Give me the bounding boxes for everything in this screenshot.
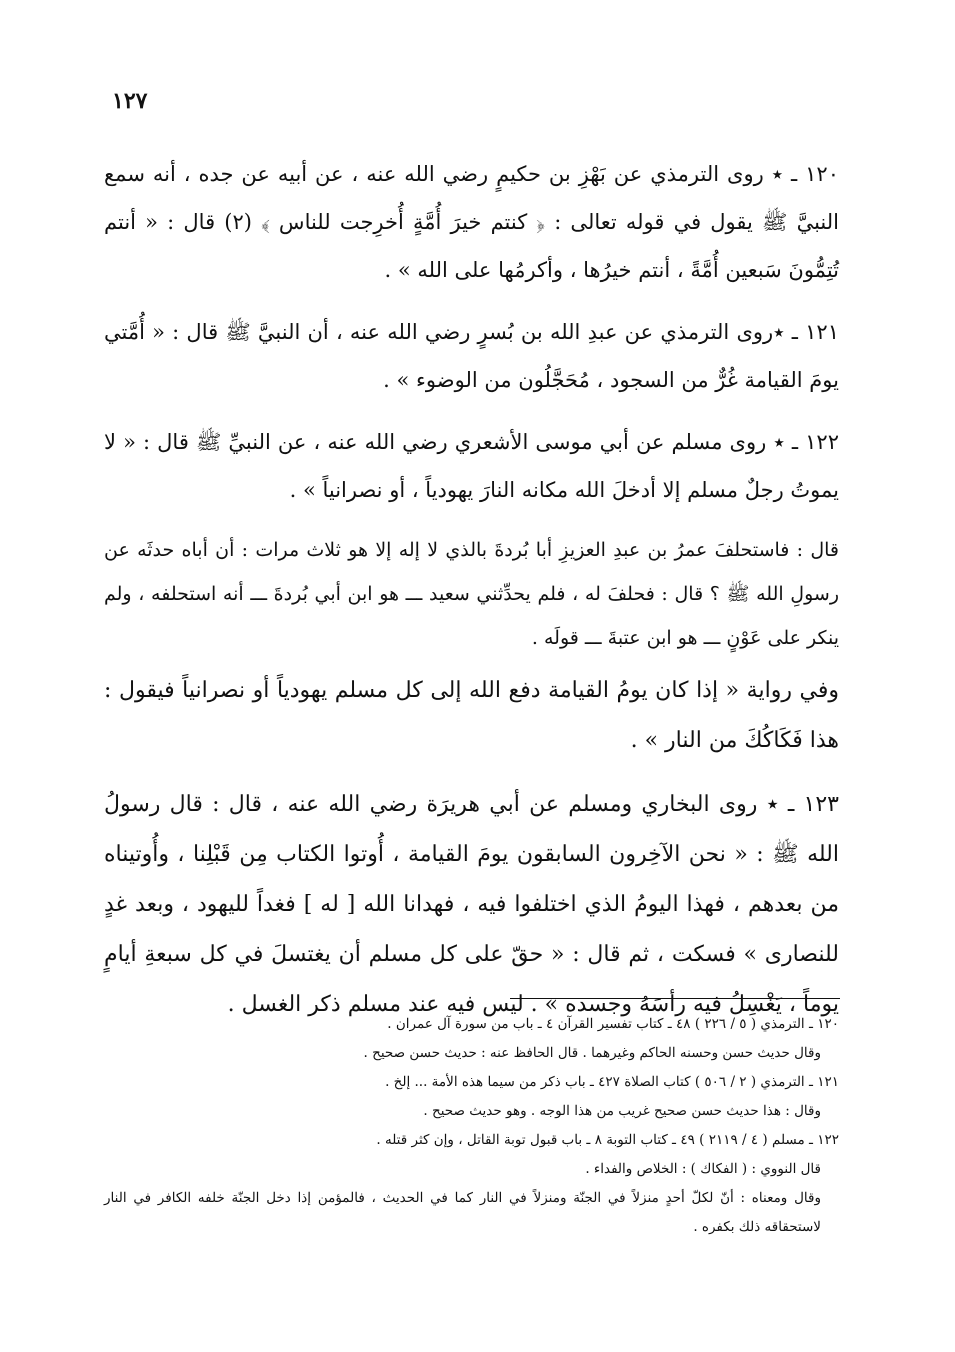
hadith-121: ١٢١ ـ ٭روى الترمذي عن عبدِ الله بن بُسرٍ رضي الله عنه ، أن النبيَّ ﷺ قال : « أُمَّتي يومَ القيامة غُرٌّ من السجود ، مُحَجَّلُون من الوضوء » . (104, 320, 839, 392)
hadith-122: ١٢٢ ـ ٭ روى مسلم عن أبي موسى الأشعري رضي الله عنه ، عن النبيِّ ﷺ قال : « لا يموتُ رجلٌ مسلم إلا أدخلَ الله مكانه النارَ يهودياً ، أو نصرانياً » . (104, 430, 839, 502)
footnote-120: ١٢٠ ـ الترمذي ( ٥ / ٢٢٦ ) ٤٨ ـ كتاب تفسير القرآن ٤ ـ باب من سورة آل عمران . (387, 1016, 839, 1032)
footnote-121: ١٢١ ـ الترمذي ( ٢ / ٥٠٦ ) كتاب الصلاة ٤٢٧ ـ باب ذكر من سيما هذه الأمة ... إلخ . (385, 1074, 839, 1090)
hadith-123: ١٢٣ ـ ٭ روى البخاري ومسلم عن أبي هريرَة رضي الله عنه ، قال : قال رسولُ الله ﷺ : « نحن الآخِرون السابقون يومَ القيامة ، أُوتوا الكتاب مِن قَبْلِنا ، وأُوتيناه من بعدهم ، فهذا اليومُ الذي اختلفوا فيه ، فهدانا الله [ له ] فغداً لليهود ، وبعد غدٍ للنصارى » فسكت ، ثم قال : « حقّ على كل مسلم أن يغتسلَ في كل سبعةِ أيامٍ يوماً ، يَغْسِلُ فيه رأسَهُ وجسده » . ليس فيه عند مسلم ذكر الغسل . (104, 792, 839, 1017)
page-number: ١٢٧ (112, 88, 148, 114)
footnote-divider (510, 998, 840, 999)
footnotes (104, 1010, 839, 1242)
hadith-122-variant: وفي رواية « إذا كان يومُ القيامة دفع الله إلى كل مسلم يهودياً أو نصرانياً فيقول : هذا فَكَاكُكَ من النار » . (104, 678, 839, 753)
main-text (104, 150, 839, 1044)
footnote-120-grading: وقال حديث حسن وحسنه الحاكم وغيرهما . قال الحافظ عنه : حديث حسن صحيح . (363, 1045, 821, 1061)
footnote-122-nawawi: قال النووي : ( الفكاك ) : الخلاص والفداء . (585, 1161, 821, 1177)
hadith-122-commentary: قال : فاستحلفَ عمرُ بن عبدِ العزيزِ أبا بُردةَ بالذي لا إله إلا هو ثلاث مرات : أن أباه حدثَه عن رسولِ الله ﷺ ؟ قال : فحلفَ له ، فلم يحدِّثني سعيد ـــ هو ابن أبي بُردةَ ـــ أنه استحلفه ، ولم ينكر على عَوْنٍ ـــ هو ابن عتبةَ ـــ قولَه . (104, 539, 839, 649)
footnote-121-grading: وقال : هذا حديث حسن صحيح غريب من هذا الوجه . وهو حديث صحيح . (423, 1103, 821, 1119)
hadith-120: ١٢٠ ـ ٭ روى الترمذي عن بَهْزِ بن حكيمٍ رضي الله عنه ، عن أبيه عن جده ، أنه سمع النبيَّ ﷺ يقول في قوله تعالى : ﴿ كنتم خيرَ أُمَّةٍ أُخرِجت للناس ﴾ (٢) قال : « أنتم تُتِمُّونَ سَبعين أُمَّةً ، أنتم خيرُها ، وأكرمُها على الله » . (104, 162, 839, 282)
footnote-122: ١٢٢ ـ مسلم ( ٤ / ٢١١٩ ) ٤٩ ـ كتاب التوبة ٨ ـ باب قبول توبة القاتل ، وإن كثر قتله . (376, 1132, 839, 1148)
footnote-122-meaning: وقال ومعناه : أنّ لكلّ أحدٍ منزلاً في الجنّة ومنزلاً في النار كما في الحديث ، فالمؤمن إذا دخل الجنّة خلفه الكافر في النار لاستحقاقه ذلك بكفره . (104, 1190, 821, 1235)
